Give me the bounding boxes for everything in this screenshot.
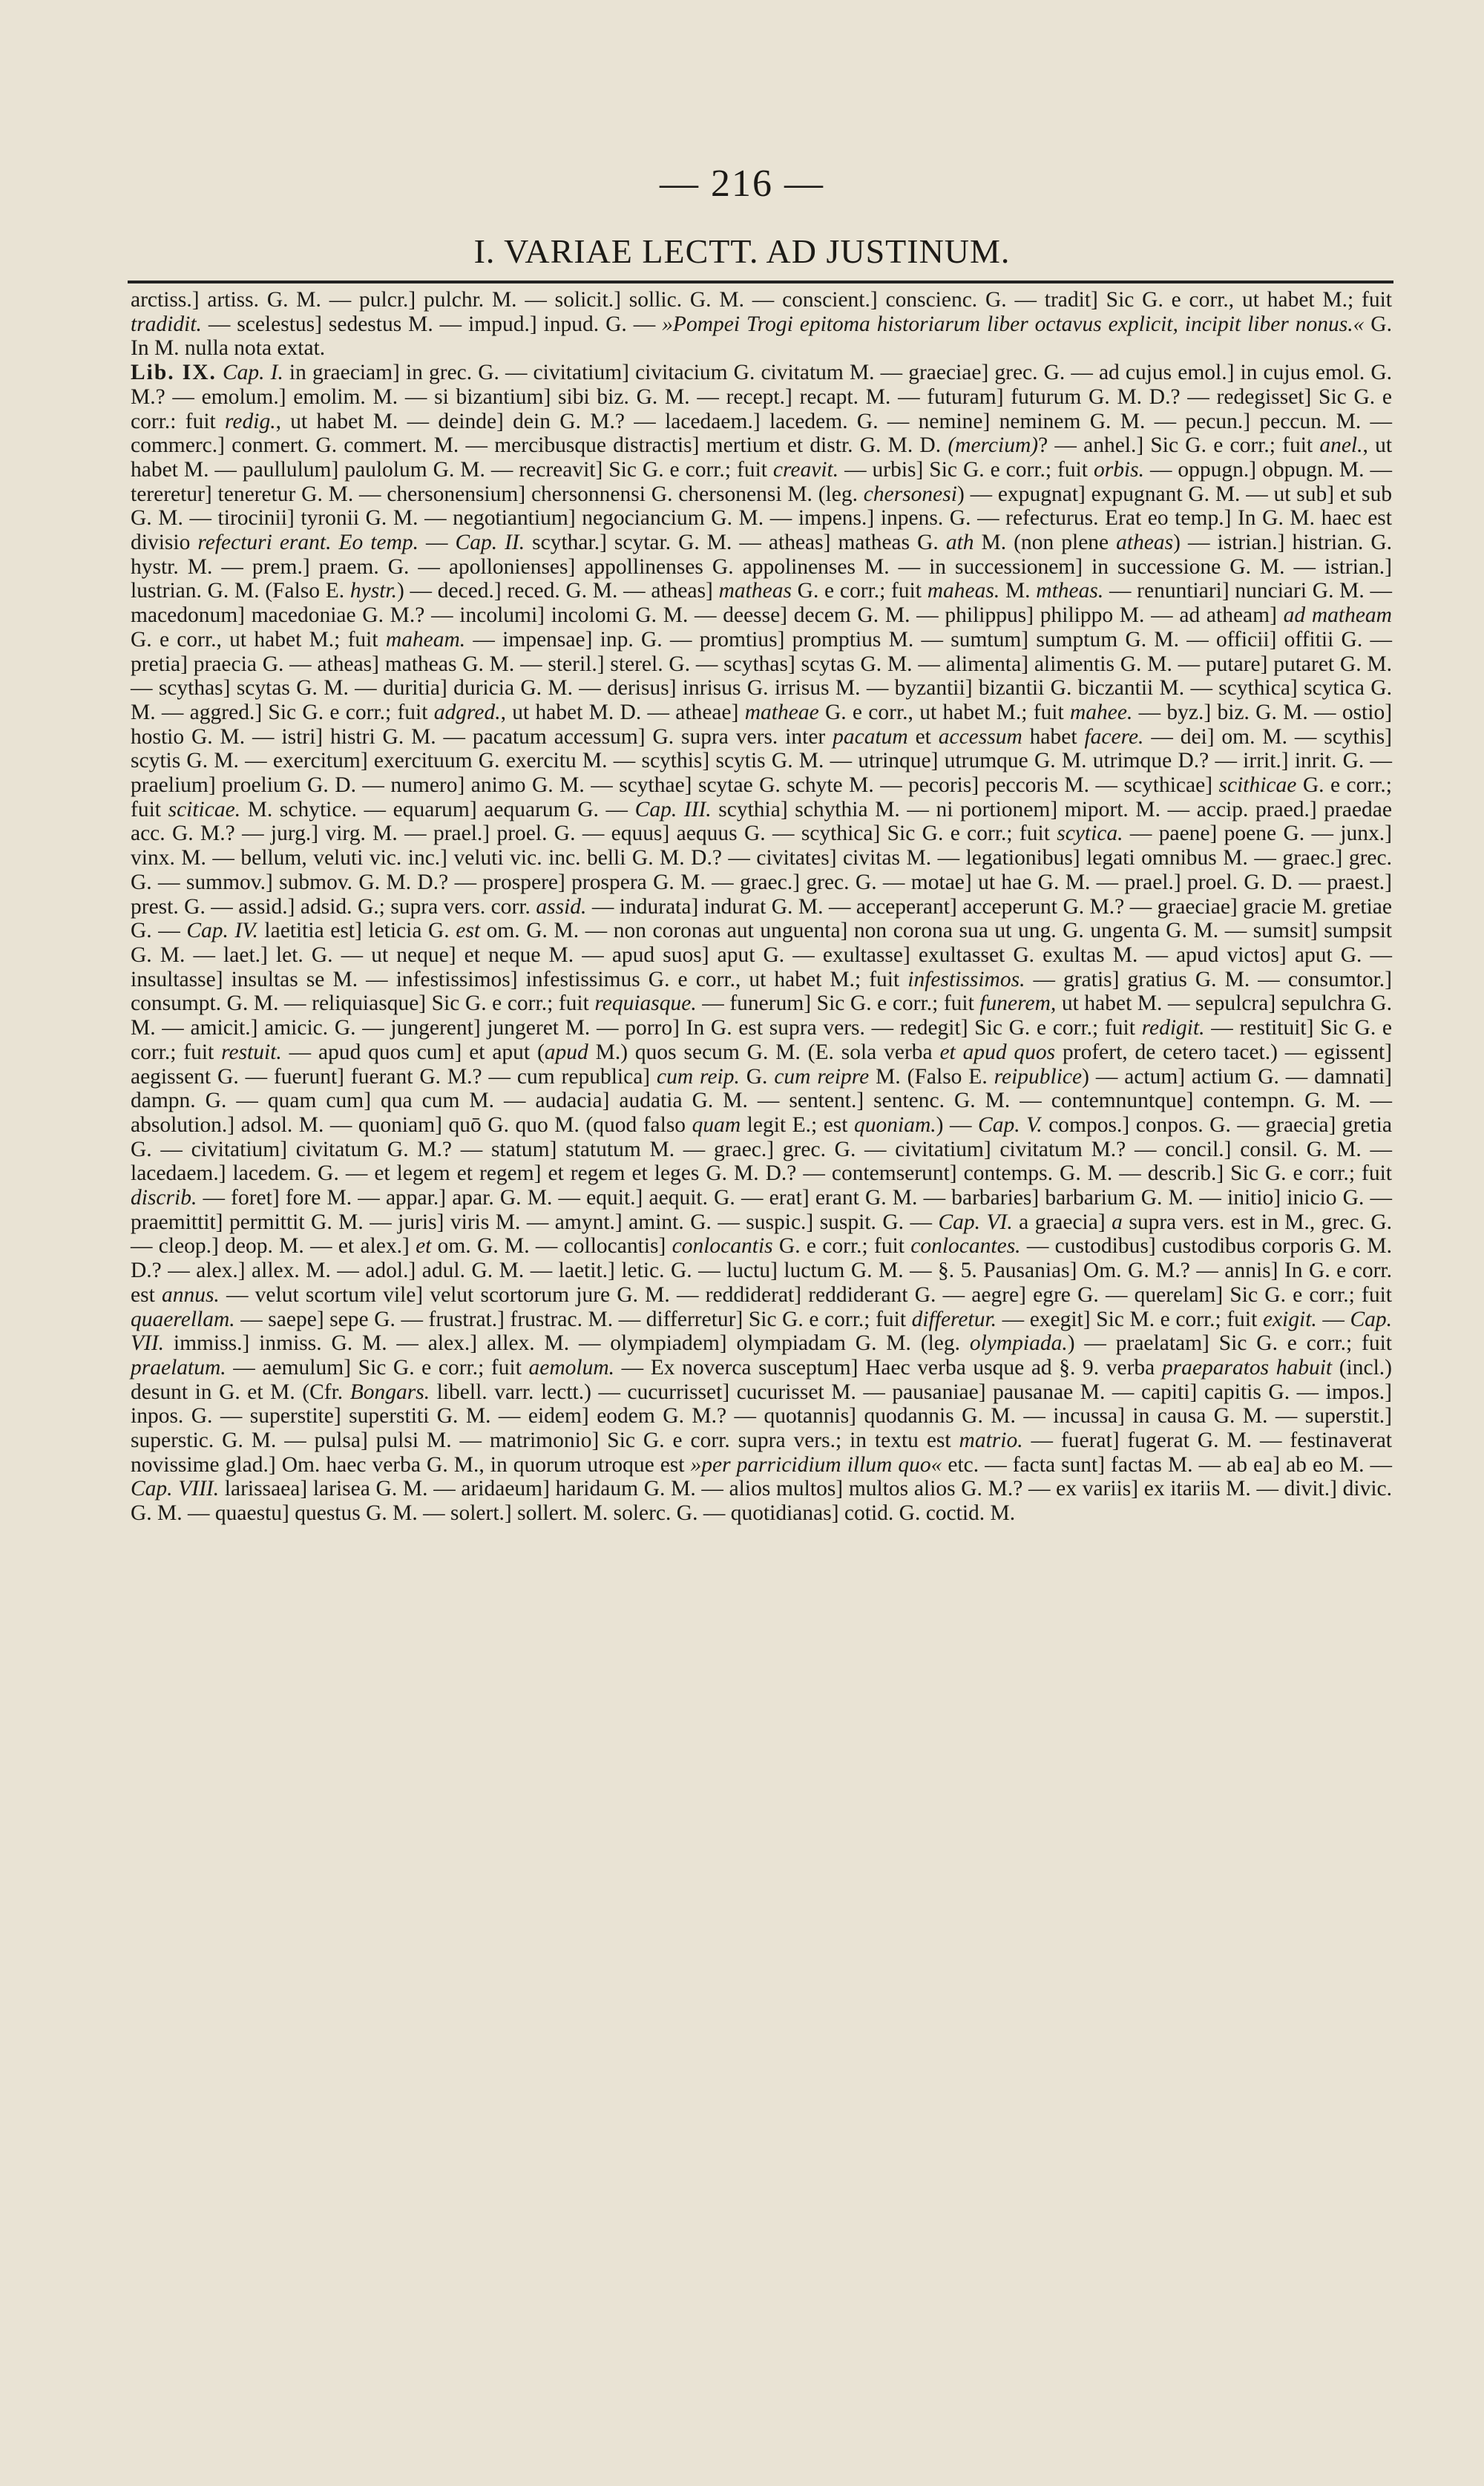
italic-text: facere. [1084, 724, 1144, 749]
text-run: — fuerat] fugerat G. M. — festinaverat novissime glad.] Om. haec verba G. M., in quorum utroque est [131, 1429, 1392, 1477]
text-run: etc. — facta sunt] factas M. — ab ea] ab eo M. — [942, 1452, 1392, 1477]
italic-text: conlocantes. [910, 1234, 1021, 1259]
text-run: — aemulum] Sic G. e corr.; fuit [226, 1355, 529, 1380]
italic-text: mtheas. [1036, 579, 1104, 603]
text-run: , ut habet M. — deinde] dein G. M.? — lacedaem.] lacedem. G. — nemine] neminem G. M. — pecun.] peccun. M. — commerc.] conmert. G. commert. M. — mercibusque distractis] mertium et distr. G. M. D. [131, 409, 1392, 458]
italic-text: olympiada. [969, 1331, 1068, 1356]
italic-text: cum reip. [657, 1064, 740, 1089]
text-run: G. e corr.; fuit [791, 579, 928, 603]
text-run: om. G. M. — collocantis] [431, 1234, 672, 1259]
italic-text: requiasque. [594, 991, 697, 1016]
italic-text: orbis. [1093, 457, 1145, 482]
book-heading: Lib. IX. [131, 361, 217, 385]
italic-text: redig. [225, 409, 276, 433]
text-run: — restituit] Sic G. e corr.; fuit [131, 1016, 1392, 1064]
apparatus-text [131, 288, 1392, 1526]
italic-text: creavit. [772, 457, 839, 482]
running-title: I. VARIAE LECTT. AD JUSTINUM. [473, 232, 1011, 270]
italic-text: ath [945, 531, 974, 555]
text-run: om. G. M. — non coronas aut unguenta] non corona sua ut ung. G. ungenta G. M. — sumsit] sumpsit G. M. — laet.] let. G. — ut neque] et neque M. — apud suos] aput G. — exultasse] exultasset G. exultas M. — apud victos] aput G. — insultasse] insultas se M. — infestissimos] infestissimus G. e corr., ut habet M.; fuit [131, 919, 1393, 991]
text-run: supra vers. est in M., grec. G. — cleop.] deop. M. — et alex.] [131, 1210, 1393, 1259]
text-run: — scelestus] sedestus M. — impud.] inpud. G. — [201, 312, 663, 336]
text-run: G. e corr.; fuit [131, 773, 1392, 821]
italic-text: et apud quos [939, 1040, 1056, 1064]
italic-text: »Pompei Trogi epitoma historiarum liber octavus explicit, incipit liber nonus.« [662, 312, 1365, 336]
italic-text: infestissimos. [907, 967, 1025, 991]
italic-text: tradidit. [131, 312, 202, 336]
text-run: — [1316, 1307, 1350, 1331]
text-run: — renuntiari] nunciari G. M. — macedonum] macedoniae G. M.? — incolumi] incolomi G. M. — deesse] decem G. M. — philippus] philippo M. — ad atheam] [131, 579, 1392, 628]
text-run: — foret] fore M. — appar.] apar. G. M. — equit.] aequit. G. — erat] erant G. M. — barbaries] barbarium G. M. — initio] inicio G. — praemittit] permittit G. M. — juris] viris M. — amynt.] amint. G. — suspic.] suspit. G. — [131, 1186, 1392, 1234]
text-run: ) — istrian.] histrian. G. hystr. M. — prem.] praem. G. — apollonienses] appollinenses G. appolinenses M. — in successionem] in successione G. M. — istrian.] lustrian. G. M. (Falso E. [131, 531, 1393, 603]
italic-text: conlocantis [672, 1234, 773, 1259]
italic-text: exigit. [1262, 1307, 1317, 1331]
text-run: scythia] schythia M. — ni portionem] miport. M. — accip. praed.] praedae acc. G. M.? — jurg.] virg. M. — prael.] proel. G. — equus] aequus G. — scythica] Sic G. e corr.; fuit [131, 797, 1392, 846]
text-run: profert, de cetero tacet.) — egissent] aegissent G. — fuerunt] fuerant G. M.? — cum republica] [131, 1040, 1393, 1089]
text-run: , ut habet M. — paullulum] paulolum G. M. — recreavit] Sic G. e corr.; fuit [131, 433, 1393, 482]
italic-text: quoniam. [854, 1112, 936, 1137]
italic-text: matrio. [959, 1429, 1023, 1453]
text-run: — [418, 531, 456, 555]
italic-text: discrib. [131, 1186, 197, 1210]
text-run: (incl.) desunt in G. et M. (Cfr. [131, 1355, 1392, 1404]
paragraph-2 [131, 361, 1392, 1526]
italic-text: quam [692, 1112, 741, 1137]
italic-text: scithicae [1218, 773, 1297, 798]
text-run: — velut scortum vile] velut scortorum jure G. M. — reddiderat] reddiderant G. — aegre] egre G. — querelam] Sic G. e corr.; fuit [219, 1282, 1392, 1307]
text-run: M. [999, 579, 1037, 603]
italic-text: matheas [718, 579, 792, 603]
text-run: in graeciam] in grec. G. — civitatium] civitacium G. civitatum M. — graeciae] grec. G. — ad cujus emol.] in cujus emol. G. M.? — emolum.] emolim. M. — si bizantium] sibi biz. G. M. — recept.] recapt. M. — futuram] futurum G. M. D.? — redegisset] Sic G. e corr.: fuit [131, 361, 1393, 433]
italic-text: (mercium) [948, 433, 1039, 458]
italic-text: »per parricidium illum quo« [690, 1452, 942, 1477]
italic-text: matheae [744, 700, 819, 724]
italic-text: aemolum. [528, 1355, 615, 1380]
text-run: et [907, 724, 939, 749]
italic-text: sciticae. [168, 797, 241, 821]
italic-text: ad matheam [1283, 603, 1392, 628]
text-run: — gratis] gratius G. M. — consumtor.] consumpt. G. M. — reliquiasque] Sic G. e corr.; fuit [131, 967, 1392, 1016]
text-run: ut habet M. — sepulcra] sepulchra G. M. — amicit.] amicic. G. — jungerent] jungeret M. — porro] In G. est supra vers. — redegit] Sic G. e corr.; fuit [131, 991, 1392, 1040]
italic-text: annus. [161, 1282, 220, 1307]
italic-text: Cap. I. [223, 361, 283, 385]
italic-text: atheas [1116, 531, 1174, 555]
text-run: libell. varr. lectt.) — cucurrisset] cucurisset M. — pausaniae] pausanae M. — capiti] capitis G. — impos.] inpos. G. — superstite] superstiti G. M. — eidem] eodem G. M.? — quotannis] quodannis G. M. — incussa] in causa G. M. — superstit.] superstic. G. M. — pulsa] pulsi M. — matrimonio] Sic G. e corr. supra vers.; in textu est [131, 1380, 1392, 1453]
text-run: M.) quos secum G. M. (E. sola verba [588, 1040, 940, 1064]
italic-text: Cap. IV. [186, 919, 258, 943]
italic-text: Cap. VI. [938, 1210, 1013, 1234]
italic-text: mahee. [1069, 700, 1133, 724]
text-run: — paene] poene G. — junx.] vinx. M. — bellum, veluti vic. inc.] veluti vic. inc. belli G. M. D.? — civitates] civitas M. — legationibus] legati omnibus M. — graec.] grec. G. — summov.] submov. G. M. D.? — prospere] prospera G. M. — graec.] grec. G. — motae] ut hae G. M. — prael.] proel. G. D. — praest.] prest. G. — assid.] adsid. G.; supra vers. corr. [131, 821, 1392, 919]
italic-text: cum reipre [774, 1064, 870, 1089]
text-run: G. e corr.; fuit [772, 1234, 911, 1259]
text-run: laetitia est] leticia G. [257, 919, 456, 943]
text-run: G. e corr., ut habet M.; fuit [818, 700, 1070, 724]
italic-text: restuit. [221, 1040, 282, 1064]
italic-text: Cap. II. [455, 531, 525, 555]
text-run: M. (Falso E. [869, 1064, 994, 1089]
text-run: arctiss.] artiss. G. M. — pulcr.] pulchr. M. — solicit.] sollic. G. M. — conscient.] conscienc. G. — tradit] Sic G. e corr., ut habet M.; fuit [131, 288, 1392, 312]
italic-text: reipublice [994, 1064, 1083, 1089]
text-run: ? — anhel.] Sic G. e corr.; fuit [1038, 433, 1320, 458]
paragraph-1 [131, 288, 1392, 361]
italic-text: maheam. [385, 627, 466, 652]
italic-text: Cap. V. [978, 1112, 1043, 1137]
italic-text: est [456, 919, 481, 943]
italic-text: quaerellam. [131, 1307, 235, 1331]
header-rule [128, 281, 1393, 283]
text-run: , ut habet M. D. — atheae] [500, 700, 745, 724]
italic-text: differetur. [911, 1307, 997, 1331]
italic-text: maheas. [927, 579, 1000, 603]
text-run: — funerum] Sic G. e corr.; fuit [696, 991, 980, 1016]
italic-text: anel. [1319, 433, 1363, 458]
text-run: — byz.] biz. G. M. — ostio] hostio G. M. — istri] histri G. M. — pacatum accessum] G. supra vers. inter [131, 700, 1393, 749]
text-run: legit E.; est [741, 1112, 855, 1137]
text-run: M. schytice. — equarum] aequarum G. — [240, 797, 635, 821]
text-run: — Ex noverca susceptum] Haec verba usque ad §. 9. verba [614, 1355, 1162, 1380]
italic-text: adgred. [433, 700, 501, 724]
italic-text: refecturi erant. Eo temp. [197, 531, 418, 555]
italic-text: scytica. [1057, 821, 1123, 846]
text-run: habet [1022, 724, 1085, 749]
italic-text: et [416, 1234, 432, 1259]
text-run: — dei] om. M. — scythis] scytis G. M. — exercitum] exercituum G. exercitu M. — scythis] scytis G. M. — utrinque] utrumque G. M. utrimque D.? — irrit.] inrit. G. — praelium] proelium G. D. — numero] animo G. M. — scythae] scytae G. schyte M. — pecoris] peccoris M. — scythicae] [131, 724, 1392, 798]
text-run: ) — deced.] reced. G. M. — atheas] [397, 579, 719, 603]
text-run: — exegit] Sic M. e corr.; fuit [997, 1307, 1263, 1331]
italic-text: Cap. VII. [131, 1307, 1392, 1356]
text-run: G. [739, 1064, 775, 1089]
italic-text: accessum [938, 724, 1022, 749]
italic-text: praeparatos habuit [1161, 1355, 1333, 1380]
italic-text: a [1112, 1210, 1123, 1234]
text-run: ) — praelatam] Sic G. e corr.; fuit [1067, 1331, 1392, 1356]
italic-text: apud [544, 1040, 588, 1064]
italic-text: funerem, [979, 991, 1057, 1016]
italic-text: Cap. VIII. [131, 1477, 220, 1501]
text-run: ) — [936, 1112, 979, 1137]
text-run: — apud quos cum] et aput ( [281, 1040, 545, 1064]
page-number: — 216 — [660, 163, 824, 205]
text-run: a graecia] [1012, 1210, 1112, 1234]
italic-text: Cap. III. [634, 797, 712, 821]
text-run: — impensae] inp. G. — promtius] promptius M. — sumtum] sumptum G. M. — officii] offitii G. — pretia] praecia G. — atheas] matheas G. M. — steril.] sterel. G. — scythas] scytas G. M. — alimenta] alimentis G. M. — putare] putaret G. M. — scythas] scytas G. M. — duritia] duricia G. M. — derisus] inrisus G. irrisus M. — byzantii] bizantii G. biczantii M. — scythica] scytica G. M. — aggred.] Sic G. e corr.; fuit [131, 627, 1393, 724]
italic-text: chersonesi [863, 482, 957, 506]
italic-text: assid. [536, 894, 587, 919]
text-run: immiss.] inmiss. G. M. — alex.] allex. M. — olympiadem] olympiadam G. M. (leg. [164, 1331, 970, 1356]
text-run: scythar.] scytar. G. M. — atheas] matheas G. [525, 531, 946, 555]
text-run: — saepe] sepe G. — frustrat.] frustrac. M. — differretur] Sic G. e corr.; fuit [234, 1307, 912, 1331]
italic-text: redigit. [1141, 1016, 1205, 1040]
text-run: — oppugn.] obpugn. M. — tereretur] teneretur G. M. — chersonensium] chersonnensi G. chersonensi M. (leg. [131, 457, 1392, 506]
text-run: — urbis] Sic G. e corr.; fuit [838, 457, 1094, 482]
italic-text: praelatum. [131, 1355, 226, 1380]
italic-text: hystr. [349, 579, 397, 603]
text-run: — custodibus] custodibus corporis G. M. D.? — alex.] allex. M. — adol.] adul. G. M. — laetit.] letic. G. — luctu] luctum G. M. — §. 5. Pausanias] Om. G. M.? — annis] In G. e corr. est [131, 1234, 1392, 1307]
text-run: compos.] conpos. G. — graecia] gretia G. — civitatium] civitatum G. M.? — statum] statutum M. — graec.] grec. G. — civitatium] civitatum M.? — concil.] consil. G. M. — lacedaem.] lacedem. G. — et legem et regem] et regem et leges G. M. D.? — contemserunt] contemps. G. M. — describ.] Sic G. e corr.; fuit [131, 1112, 1393, 1186]
text-run: ) — expugnat] expugnant G. M. — ut sub] et sub G. M. — tirocinii] tyronii G. M. — negotiantium] negociancium G. M. — impens.] inpens. G. — refecturus. Erat eo temp.] In G. M. haec est divisio [131, 482, 1392, 555]
italic-text: pacatum [833, 724, 908, 749]
text-run: — indurata] indurat G. M. — acceperant] acceperunt G. M.? — graeciae] gracie M. gretiae G. — [131, 894, 1392, 943]
text-run: ) — actum] actium G. — damnati] dampn. G. — quam cum] qua cum M. — audacia] audatia G. M. — sentent.] sentenc. G. M. — contemnuntque] contempn. G. M. — absolution.] adsol. M. — quoniam] quō G. quo M. (quod falso [131, 1064, 1393, 1137]
text-run: M. (non plene [974, 531, 1117, 555]
text-run [217, 361, 223, 384]
italic-text: Bongars. [349, 1380, 430, 1404]
text-run: larissaea] larisea G. M. — aridaeum] haridaum G. M. — alios multos] multos alios G. M.? — ex variis] ex itariis M. — divit.] divic. G. M. — quaestu] questus G. M. — solert.] sollert. M. solerc. G. — quotidianas] cotid. G. coctid. M. [131, 1477, 1392, 1526]
text-run: G. e corr., ut habet M.; fuit [131, 627, 386, 652]
text-run: G. In M. nulla nota extat. [131, 312, 1392, 361]
